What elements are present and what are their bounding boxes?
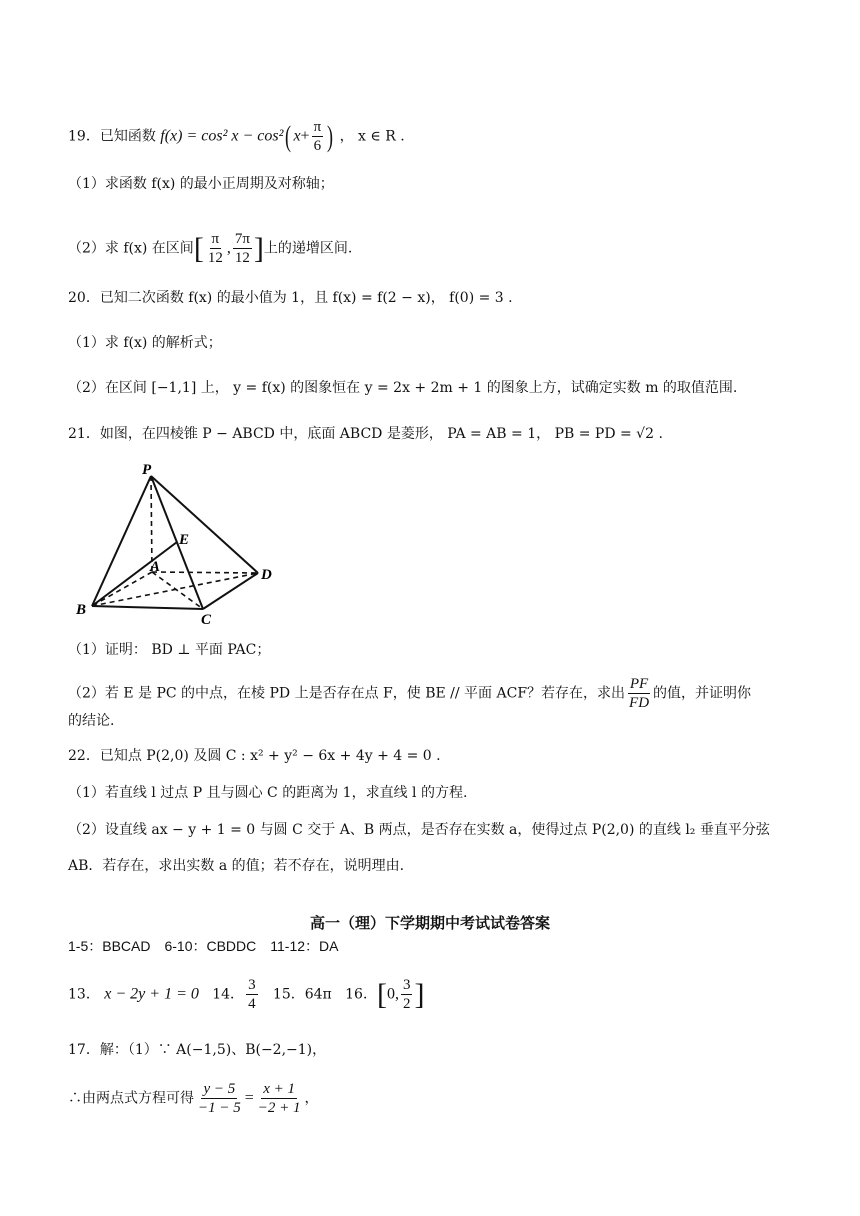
- pyramid-figure: [70, 460, 290, 630]
- edge-PD: [151, 476, 258, 573]
- edge-PB: [92, 476, 151, 606]
- q22-part1: （1）若直线 l 过点 P 且与圆心 C 的距离为 1，求直线 l 的方程.: [68, 785, 468, 801]
- q21-part2: （2）若 E 是 PC 的中点，在棱 PD 上是否存在点 F，使 BE // 平面 ACF？若存在，求出 $\frac{PF}{FD}$ 的值，并证明你: [68, 676, 752, 711]
- q20-part2: （2）在区间 [−1,1] 上， y = f(x) 的图象恒在 y = 2x + 2m + 1 的图象上方，试确定实数 m 的取值范围.: [68, 380, 738, 396]
- q20-stem: 20．已知二次函数 f(x) 的最小值为 1，且 f(x) = f(2 − x)， f(0) = 3 .: [68, 290, 513, 306]
- q22-stem: 22．已知点 P(2,0) 及圆 C : x² + y² − 6x + 4y + 4 = 0 .: [68, 748, 441, 764]
- answer-17-frac-right: $\frac{x + 1}{-2 + 1}$: [257, 1081, 301, 1116]
- q21-part1: （1）证明： BD ⊥ 平面 PAC；: [68, 642, 271, 658]
- q19-part1: （1）求函数 f(x) 的最小正周期及对称轴；: [68, 176, 334, 192]
- q21-ratio: $\frac{PF}{FD}$: [629, 676, 650, 711]
- segment-BE: [92, 542, 177, 606]
- q22-part2: （2）设直线 ax − y + 1 = 0 与圆 C 交于 A、B 两点，是否存在实数 a，使得过点 P(2,0) 的直线 l₂ 垂直平分弦: [68, 822, 770, 838]
- answer-multiple-choice: 1-5：BBCAD 6-10：CBDDC 11-12：DA: [68, 938, 339, 954]
- q19-interval-right: $\frac{7\pi}{12}$: [234, 231, 250, 266]
- label-A: A: [150, 559, 161, 575]
- label-P: P: [142, 462, 152, 478]
- answer-fill-in: 13． x − 2y + 1 = 0 14． $\frac{3}{4}$ 15．64π 16．[0, $\frac{3}{2}$ ]: [68, 977, 425, 1012]
- q21-part2-cont: 的结论.: [68, 713, 115, 729]
- answer-title: 高一（理）下学期期中考试试卷答案: [309, 914, 550, 932]
- answer-15: 15．64π: [272, 986, 332, 1003]
- q19-stem: 19．已知函数 f(x) = cos² x − cos²( x+ $\frac{\pi}{6}$ ) ， x ∈ R .: [68, 119, 405, 154]
- q22-part2-cont: AB．若存在，求出实数 a 的值；若不存在，说明理由.: [68, 858, 405, 874]
- q20-part1: （1）求 f(x) 的解析式；: [68, 335, 222, 351]
- label-D: D: [261, 567, 272, 583]
- edge-BC: [92, 606, 203, 609]
- edge-AD: [152, 572, 258, 573]
- edge-PA: [151, 476, 152, 572]
- answer-14: $\frac{3}{4}$: [248, 977, 256, 1012]
- answer-17-frac-left: $\frac{y - 5}{-1 - 5}$: [198, 1081, 241, 1116]
- q19-part2: （2）求 f(x) 在区间[ $\frac{\pi}{12}$ , $\frac{7\pi}{12}$ ]上的递增区间.: [68, 231, 353, 266]
- q19-interval-left: $\frac{\pi}{12}$: [207, 231, 223, 266]
- label-B: B: [76, 602, 87, 618]
- q19-label: 19．已知函数: [68, 128, 156, 145]
- answer-13: x − 2y + 1 = 0: [104, 985, 199, 1003]
- label-C: C: [201, 612, 212, 628]
- q19-fraction: $\frac{\pi}{6}$: [313, 119, 322, 154]
- q19-equation: f(x) = cos² x − cos²: [160, 127, 284, 145]
- answer-16: $\frac{3}{2}$: [402, 977, 411, 1012]
- edge-AB: [92, 572, 152, 606]
- answer-17-line2: ∴由两点式方程可得 $\frac{y - 5}{-1 - 5}$ = $\frac{x + 1}{-2 + 1}$ ，: [68, 1081, 319, 1116]
- edge-CD: [203, 573, 258, 609]
- label-E: E: [179, 532, 190, 548]
- answer-17-line1: 17．解：（1）∵ A(−1,5)、B(−2,−1)，: [68, 1042, 327, 1058]
- q19-domain: ， x ∈ R .: [339, 128, 405, 145]
- q21-stem: 21．如图，在四棱锥 P − ABCD 中，底面 ABCD 是菱形， PA = AB = 1， PB = PD = √2 .: [68, 426, 663, 442]
